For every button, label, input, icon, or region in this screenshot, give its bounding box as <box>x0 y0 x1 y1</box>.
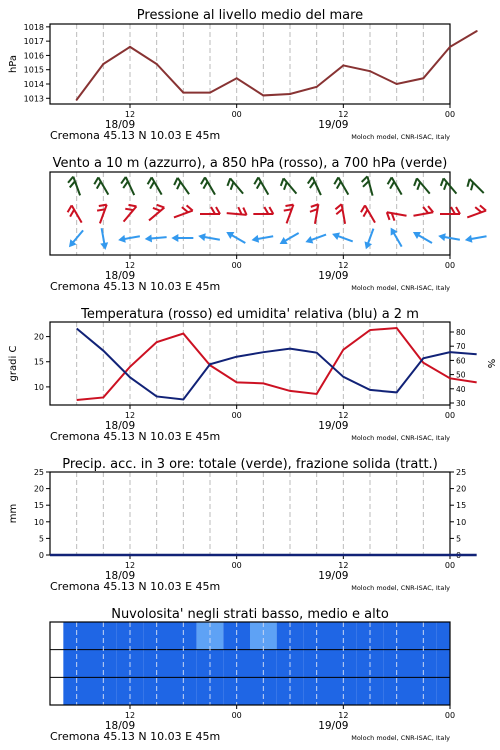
x-date-label: 19/09 <box>318 570 349 582</box>
wind-arrow <box>66 228 86 250</box>
y-right-tick-label: 60 <box>456 356 466 366</box>
x-tick-label: 12 <box>338 261 349 270</box>
wind-barb <box>278 178 296 198</box>
x-tick-label: 00 <box>231 561 242 570</box>
x-tick-label: 00 <box>444 110 456 119</box>
cloud-cell <box>437 677 450 705</box>
pressure-point <box>369 70 371 72</box>
x-tick-label: 12 <box>338 711 349 720</box>
arrow-head <box>331 230 340 240</box>
pressure-point <box>316 86 318 88</box>
y-tick-label: 10 <box>33 517 44 527</box>
x-tick-label: 12 <box>124 110 136 119</box>
wind-barb <box>386 212 407 222</box>
barb-flag <box>211 207 215 214</box>
location-label: Cremona 45.13 N 10.03 E 45m <box>50 730 221 743</box>
x-tick-label: 00 <box>444 561 456 570</box>
barb-flag <box>216 207 220 214</box>
x-date-label: 19/09 <box>318 270 349 282</box>
pressure-point <box>236 77 238 79</box>
pressure-point <box>422 77 424 79</box>
location-label: Cremona 45.13 N 10.03 E 45m <box>50 580 221 593</box>
x-tick-label: 00 <box>231 411 242 420</box>
y-tick-label: 1015 <box>23 65 44 75</box>
pressure-point <box>342 64 344 66</box>
cloud-cell <box>437 622 450 650</box>
wind-barb <box>386 177 402 198</box>
panel-title: Temperatura (rosso) ed umidita' relativa (blu) a 2 m <box>81 307 419 322</box>
wind-barb <box>438 178 456 198</box>
x-date-label: 19/09 <box>318 119 349 131</box>
y-axis-label: hPa <box>8 54 19 74</box>
y-right-tick-label: 70 <box>456 342 466 352</box>
pressure-point <box>182 92 184 94</box>
x-date-label: 18/09 <box>104 720 136 732</box>
arrow-head <box>387 226 397 236</box>
x-date-label: 19/09 <box>318 420 349 432</box>
wind-barb <box>119 177 134 198</box>
humidity-line <box>77 329 477 400</box>
wind-barb <box>332 177 348 198</box>
pressure-point <box>449 46 451 48</box>
wind-arrow <box>251 232 274 244</box>
wind-arrow <box>304 231 327 246</box>
x-date-label: 19/09 <box>318 720 349 732</box>
credit-label: Moloch model, CNR-ISAC, Italy <box>351 584 450 592</box>
wind-arrow <box>171 234 193 242</box>
wind-arrow <box>437 232 460 244</box>
x-date-label: 18/09 <box>104 119 136 131</box>
arrow-head <box>144 234 152 243</box>
wind-barb <box>359 205 375 226</box>
x-tick-label: 00 <box>444 411 456 420</box>
wind-arrow <box>117 232 140 244</box>
wind-barb <box>66 205 82 226</box>
cloud-cell <box>437 650 450 678</box>
wind-barb <box>172 204 193 217</box>
cloud-panel <box>50 607 455 743</box>
wind-arrow <box>278 230 301 248</box>
arrow-head <box>171 234 178 242</box>
pressure-panel <box>8 8 478 142</box>
arrow-head <box>437 232 445 241</box>
barb-flag <box>264 207 268 214</box>
y-right-tick-label: 25 <box>456 468 467 477</box>
pressure-point <box>76 99 78 101</box>
location-label: Cremona 45.13 N 10.03 E 45m <box>50 430 221 443</box>
y-tick-label: 1014 <box>23 80 44 89</box>
arrow-head <box>100 242 109 250</box>
pressure-point <box>209 92 211 94</box>
panel-title: Precip. acc. in 3 ore: totale (verde), frazione solida (tratt.) <box>62 457 438 472</box>
y-tick-label: 15 <box>33 501 44 511</box>
pressure-point <box>289 93 291 95</box>
wind-panel <box>50 156 487 293</box>
arrow-head <box>251 235 259 244</box>
y-tick-label: 1017 <box>23 37 44 47</box>
pressure-point <box>396 83 398 85</box>
x-tick-label: 12 <box>124 411 136 420</box>
y-tick-label: 20 <box>33 332 44 342</box>
wind-barb <box>92 177 108 198</box>
x-tick-label: 12 <box>338 561 349 570</box>
wind-barb <box>306 177 321 198</box>
wind-barb <box>172 178 189 198</box>
x-tick-label: 00 <box>231 110 242 119</box>
y-right-tick-label: 50 <box>456 370 466 380</box>
barb-flag <box>451 207 455 214</box>
barb-shaft <box>227 213 247 215</box>
wind-barb <box>280 202 293 223</box>
arrow-head <box>411 229 421 239</box>
panel-title: Nuvolosita' negli strati basso, medio e alto <box>111 607 389 622</box>
wind-barb <box>412 178 430 198</box>
y-right-tick-label: 80 <box>456 328 466 337</box>
x-tick-label: 00 <box>231 711 242 720</box>
y-tick-label: 25 <box>33 468 44 477</box>
y-right-tick-label: 20 <box>456 484 467 494</box>
x-tick-label: 00 <box>444 261 456 270</box>
y-right-axis-label: % <box>485 358 496 369</box>
x-date-label: 18/09 <box>104 270 136 282</box>
wind-barb <box>361 176 373 197</box>
plot-frame <box>50 24 450 104</box>
y-tick-label: 15 <box>33 357 44 367</box>
wind-barb <box>118 202 136 222</box>
x-tick-label: 12 <box>124 261 136 270</box>
arrow-head <box>362 241 372 250</box>
wind-arrow <box>144 233 167 243</box>
wind-barb <box>465 179 484 198</box>
location-label: Cremona 45.13 N 10.03 E 45m <box>50 129 221 142</box>
arrow-head <box>117 235 125 244</box>
y-tick-label: 0 <box>38 551 44 560</box>
x-tick-label: 00 <box>231 261 242 270</box>
panel-title: Vento a 10 m (azzurro), a 850 hPa (rosso), a 700 hPa (verde) <box>52 156 448 171</box>
x-tick-label: 12 <box>124 711 136 720</box>
panel-title: Pressione al livello medio del mare <box>136 8 364 23</box>
wind-barb <box>252 177 268 198</box>
wind-barb <box>465 204 486 217</box>
credit-label: Moloch model, CNR-ISAC, Italy <box>351 434 450 442</box>
wind-barb <box>225 178 243 198</box>
x-tick-label: 12 <box>338 411 349 420</box>
wind-arrow <box>411 229 434 247</box>
x-date-label: 18/09 <box>104 570 136 582</box>
y-right-tick-label: 0 <box>456 551 462 560</box>
x-tick-label: 00 <box>444 711 456 720</box>
plot-frame <box>50 472 450 555</box>
wind-arrow <box>331 230 354 245</box>
pressure-point <box>129 46 131 48</box>
y-tick-label: 20 <box>33 484 44 494</box>
x-date-label: 18/09 <box>104 420 136 432</box>
temperature-panel <box>8 307 496 443</box>
wind-barb <box>146 177 162 198</box>
arrow-head <box>224 229 234 239</box>
barb-shaft <box>467 211 486 218</box>
temperature-line <box>77 328 477 400</box>
y-right-tick-label: 15 <box>456 501 467 511</box>
arrow-head <box>304 236 313 246</box>
pressure-point <box>476 30 478 32</box>
pressure-point <box>262 94 264 96</box>
y-tick-label: 10 <box>33 382 44 392</box>
location-label: Cremona 45.13 N 10.03 E 45m <box>50 280 221 293</box>
y-tick-label: 1016 <box>23 51 44 61</box>
x-tick-label: 12 <box>338 110 349 119</box>
credit-label: Moloch model, CNR-ISAC, Italy <box>351 284 450 292</box>
barb-flag <box>269 207 273 214</box>
precipitation-panel <box>8 457 477 593</box>
x-tick-label: 12 <box>124 561 136 570</box>
credit-label: Moloch model, CNR-ISAC, Italy <box>351 133 450 141</box>
y-right-tick-label: 30 <box>456 399 466 408</box>
y-axis-label: mm <box>8 503 19 524</box>
arrow-head <box>278 237 288 247</box>
y-tick-label: 1018 <box>23 22 44 32</box>
pressure-line <box>77 31 477 100</box>
credit-label: Moloch model, CNR-ISAC, Italy <box>351 734 450 742</box>
y-right-tick-label: 40 <box>456 384 466 394</box>
wind-barb <box>412 205 433 215</box>
wind-barb <box>199 177 215 198</box>
y-right-tick-label: 5 <box>456 534 462 544</box>
pressure-point <box>156 63 158 65</box>
y-tick-label: 1013 <box>23 94 44 104</box>
wind-barb <box>67 177 80 198</box>
barb-flag <box>456 207 460 214</box>
arrow-head <box>464 235 472 244</box>
y-right-tick-label: 10 <box>456 517 467 527</box>
wind-barb <box>145 202 165 220</box>
wind-barb <box>93 202 106 223</box>
wind-arrow <box>224 229 247 247</box>
wind-arrow <box>464 232 487 244</box>
y-tick-label: 5 <box>38 534 44 544</box>
y-axis-label: gradi C <box>8 345 19 382</box>
arrow-head <box>197 232 205 241</box>
pressure-point <box>102 63 104 65</box>
wind-arrow <box>197 232 220 244</box>
